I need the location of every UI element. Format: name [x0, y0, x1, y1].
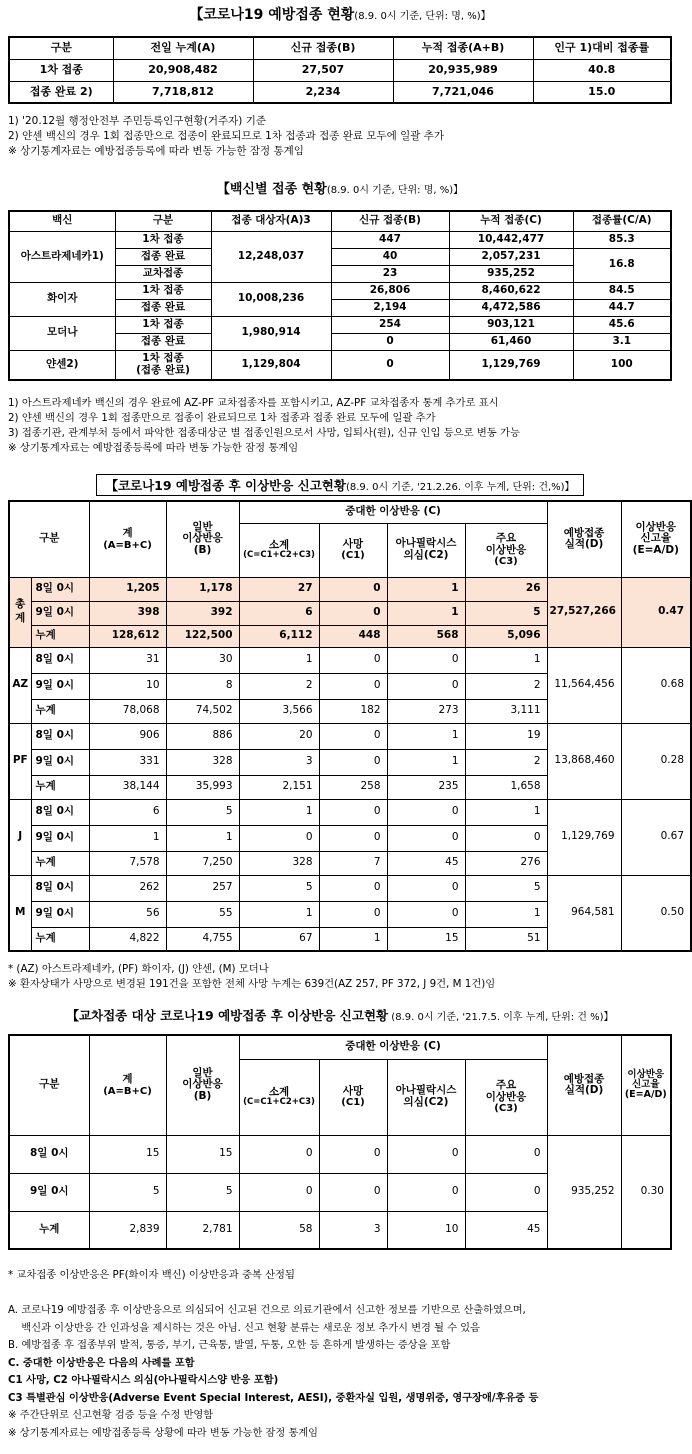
- cell: 235: [387, 775, 465, 799]
- report-rate: 0.28: [621, 723, 691, 799]
- group-label: M: [9, 875, 31, 951]
- row-label: 8일 0시: [9, 1135, 89, 1173]
- header-cell: 계 (A=B+C): [89, 1035, 166, 1135]
- cell: 1,658: [465, 775, 547, 799]
- cell: 45.6: [573, 316, 671, 333]
- cell: 1,129,804: [211, 350, 331, 380]
- row-label: 접종 완료 2): [9, 81, 113, 103]
- header-cell: 이상반응 신고율 (E=A/D): [621, 501, 691, 577]
- cell: 1: [319, 927, 387, 951]
- cell: 0: [239, 825, 319, 851]
- table4-notes: [8, 1268, 295, 1283]
- cell: 3: [319, 1211, 387, 1249]
- cell: 0: [387, 1135, 465, 1173]
- cell: 8: [166, 673, 239, 699]
- cell: 45: [465, 1211, 547, 1249]
- cell: 44.7: [573, 299, 671, 316]
- cell: 447: [331, 231, 449, 248]
- cell: 906: [89, 723, 166, 749]
- table-row: [9, 875, 691, 901]
- cell: 0: [319, 749, 387, 775]
- header-cell: 아나필락시스 의심(C2): [387, 523, 465, 577]
- cell: 3,111: [465, 699, 547, 723]
- cell: 0: [465, 1173, 547, 1211]
- header-cell: 구분: [9, 37, 113, 59]
- cell: 182: [319, 699, 387, 723]
- cell: 30: [166, 647, 239, 673]
- header-cell: 신규 접종(B): [331, 211, 449, 231]
- header-cell: 예방접종 실적(D): [547, 501, 621, 577]
- cell: 2,839: [89, 1211, 166, 1249]
- report-rate: 0.47: [621, 577, 691, 647]
- cell: 8,460,622: [449, 282, 573, 299]
- vaccination-count: 13,868,460: [547, 723, 621, 799]
- cell: 0: [239, 1135, 319, 1173]
- cell: 5,096: [465, 625, 547, 647]
- cell: 19: [465, 723, 547, 749]
- group-label: J: [9, 799, 31, 875]
- cell: 935,252: [547, 1135, 621, 1249]
- report-rate: 0.67: [621, 799, 691, 875]
- table1-notes: [8, 114, 444, 159]
- cell: 2: [465, 673, 547, 699]
- note: 2) 얀센 백신의 경우 1회 접종만으로 접종이 완료되므로 1차 접종과 접종 완료 모두에 일괄 추가: [8, 130, 445, 142]
- cell: 12,248,037: [211, 231, 331, 282]
- cell: 448: [319, 625, 387, 647]
- row-label: 누계: [31, 927, 89, 951]
- cell: 2,057,231: [449, 248, 573, 265]
- vaccination-count: 964,581: [547, 875, 621, 951]
- note: 3) 접종기관, 관계부처 등에서 파악한 접종대상군 별 접종인원으로서 사망, 입퇴사(원), 신규 인입 등으로 변동 가능: [8, 427, 520, 439]
- header-cell: 중대한 이상반응 (C): [239, 1035, 547, 1059]
- cell: 3,566: [239, 699, 319, 723]
- row-label: 9일 0시: [31, 901, 89, 927]
- table3-body: [9, 577, 691, 951]
- table-row: [9, 59, 671, 81]
- footnote: C3 특별관심 이상반응(Adverse Event Special Interest, AESI), 중환자실 입원, 생명위중, 영구장애/후유증 등: [8, 1392, 539, 1404]
- section-vaccine-status: [0, 178, 680, 454]
- note: ※ 환자상태가 사망으로 변경된 191건을 포함한 전체 사망 누계는 639건(AZ 257, PF 372, J 9건, M 1건)임: [8, 978, 496, 990]
- section-adverse-events: [0, 474, 685, 990]
- table3: [8, 500, 692, 952]
- table-row: [9, 282, 671, 299]
- cell: 7: [319, 851, 387, 875]
- cell: 262: [89, 875, 166, 901]
- header-cell: 계 (A=B+C): [89, 501, 166, 577]
- header-cell: 주요 이상반응 (C3): [465, 523, 547, 577]
- cell: 0.30: [621, 1135, 671, 1249]
- table1-title: 【코로나19 예방접종 현황(8.9. 0시 기준, 단위: 명, %)】: [189, 7, 491, 23]
- row-label: 9일 0시: [31, 749, 89, 775]
- row-label: 접종 완료: [115, 248, 211, 265]
- cell: 10,442,477: [449, 231, 573, 248]
- row-label: 8일 0시: [31, 577, 89, 601]
- row-label: 1차 접종: [9, 59, 113, 81]
- header-cell: 누적 접종(A+B): [393, 37, 533, 59]
- table-row: [9, 647, 691, 673]
- note: 1) '20.12월 행정안전부 주민등록인구현황(거주자) 기준: [8, 115, 266, 127]
- cell: 0: [319, 723, 387, 749]
- header-cell: 일반 이상반응 (B): [166, 1035, 239, 1135]
- cell: 26: [465, 577, 547, 601]
- cell: 38,144: [89, 775, 166, 799]
- cell: 15.0: [533, 81, 671, 103]
- header-cell: 접종 대상자(A)3: [211, 211, 331, 231]
- cell: 1,205: [89, 577, 166, 601]
- footnote: ※ 상기통계자료는 예방접종등록 상황에 따라 변동 가능한 잠정 통계임: [8, 1427, 318, 1439]
- vaccine-name: 아스트라제네카1): [9, 231, 115, 282]
- table1-header: [9, 37, 671, 59]
- header-cell: 사망 (C1): [319, 523, 387, 577]
- cell: 10,008,236: [211, 282, 331, 316]
- header-cell: 중대한 이상반응 (C): [239, 501, 547, 523]
- header-cell: 소계 (C=C1+C2+C3): [239, 523, 319, 577]
- row-label: 9일 0시: [31, 601, 89, 625]
- cell: 4,472,586: [449, 299, 573, 316]
- header-cell: 전일 누계(A): [113, 37, 253, 59]
- footnote: 백신과 이상반응 간 인과성을 제시하는 것은 아님. 신고 현황 분류는 새로운 정보 추가시 변경 될 수 있음: [8, 1322, 480, 1334]
- cell: 1: [465, 647, 547, 673]
- cell: 0: [465, 825, 547, 851]
- cell: 5: [89, 1173, 166, 1211]
- cell: 331: [89, 749, 166, 775]
- table-row: [9, 1135, 671, 1173]
- cell: 935,252: [449, 265, 573, 282]
- cell: 568: [387, 625, 465, 647]
- table3-notes: [8, 962, 495, 992]
- note: 1) 아스트라제네카 백신의 경우 완료에 AZ-PF 교차접종자를 포함시키고, AZ-PF 교차접종자 통계 추가로 표시: [8, 397, 499, 409]
- group-label: 총계: [9, 577, 31, 647]
- vaccine-name: 화이자: [9, 282, 115, 316]
- cell: 0: [319, 875, 387, 901]
- cell: 15: [89, 1135, 166, 1173]
- cell: 1: [239, 647, 319, 673]
- cell: 3.1: [573, 333, 671, 350]
- header-cell: 누적 접종(C): [449, 211, 573, 231]
- header-cell: 구분: [9, 501, 89, 577]
- cell: 5: [465, 601, 547, 625]
- group-label: PF: [9, 723, 31, 799]
- table2-title: 【백신별 접종 현황(8.9. 0시 기준, 단위: 명, %)】: [216, 182, 464, 197]
- note: 2) 얀센 백신의 경우 1회 접종만으로 접종이 완료되므로 1차 접종과 접종 완료 모두에 일괄 추가: [8, 412, 436, 424]
- table3-title: 【코로나19 예방접종 후 이상반응 신고현황(8.9. 0시 기준, '21.2.26. 이후 누계, 단위: 건,%)】: [0, 474, 680, 496]
- table-row: [9, 81, 671, 103]
- row-label: 1차 접종: [115, 316, 211, 333]
- cell: 3: [239, 749, 319, 775]
- table4-title: 【교차접종 대상 코로나19 예방접종 후 이상반응 신고현황 (8.9. 0시 기준, '21.7.5. 이후 누계, 단위: 건 %)】: [66, 1008, 614, 1023]
- cell: 84.5: [573, 282, 671, 299]
- row-label: 누계: [31, 625, 89, 647]
- cell: 20,908,482: [113, 59, 253, 81]
- header-cell: 소계 (C=C1+C2+C3): [239, 1059, 319, 1135]
- header-cell: 인구 1)대비 접종률: [533, 37, 671, 59]
- cell: 10: [89, 673, 166, 699]
- cell: 20: [239, 723, 319, 749]
- cell: 398: [89, 601, 166, 625]
- cell: 392: [166, 601, 239, 625]
- cell: 58: [239, 1211, 319, 1249]
- footnotes: [8, 1302, 538, 1442]
- section-vaccination-status: [0, 4, 680, 157]
- cell: 0: [331, 350, 449, 380]
- cell: 0: [319, 601, 387, 625]
- cell: 1: [387, 601, 465, 625]
- cell: 1: [239, 799, 319, 825]
- header-cell: 주요 이상반응 (C3): [465, 1059, 547, 1135]
- cell: 258: [319, 775, 387, 799]
- cell: 7,578: [89, 851, 166, 875]
- table4: [8, 1034, 672, 1250]
- table1: [8, 36, 672, 104]
- row-label: 1차 접종: [115, 282, 211, 299]
- cell: 0: [319, 901, 387, 927]
- cell: 5: [166, 799, 239, 825]
- cell: 0: [319, 673, 387, 699]
- vaccine-name: 얀센2): [9, 350, 115, 380]
- cell: 2,781: [166, 1211, 239, 1249]
- cell: 2,194: [331, 299, 449, 316]
- cell: 5: [465, 875, 547, 901]
- cell: 4,755: [166, 927, 239, 951]
- cell: 122,500: [166, 625, 239, 647]
- cell: 7,718,812: [113, 81, 253, 103]
- cell: 40.8: [533, 59, 671, 81]
- footnote: A. 코로나19 예방접종 후 이상반응으로 의심되어 신고된 건으로 의료기관에서 신고한 정보를 기반으로 산출하였으며,: [8, 1305, 526, 1316]
- cell: 0: [319, 1135, 387, 1173]
- cell: 78,068: [89, 699, 166, 723]
- cell: 23: [331, 265, 449, 282]
- cell: 10: [387, 1211, 465, 1249]
- footnote: ※ 주간단위로 신고현황 검증 등을 수정 반영함: [8, 1410, 214, 1421]
- cell: 51: [465, 927, 547, 951]
- cell: 100: [573, 350, 671, 380]
- row-label: 9일 0시: [31, 825, 89, 851]
- table2: [8, 210, 672, 381]
- footnote: C1 사망, C2 아나필락시스 의심(아나필락시스양 반응 포함): [8, 1375, 279, 1386]
- row-label: 1차 접종 (접종 완료): [115, 350, 211, 380]
- group-label: AZ: [9, 647, 31, 723]
- section-cross-vaccination: [0, 1006, 680, 1281]
- cell: 0: [387, 673, 465, 699]
- cell: 1,980,914: [211, 316, 331, 350]
- row-label: 8일 0시: [31, 875, 89, 901]
- row-label: 8일 0시: [31, 723, 89, 749]
- cell: 27,507: [253, 59, 393, 81]
- row-label: 8일 0시: [31, 799, 89, 825]
- cell: 0: [387, 825, 465, 851]
- row-label: 9일 0시: [9, 1173, 89, 1211]
- cell: 2: [239, 673, 319, 699]
- cell: 0: [319, 647, 387, 673]
- cell: 0: [239, 1173, 319, 1211]
- cell: 903,121: [449, 316, 573, 333]
- cell: 7,250: [166, 851, 239, 875]
- table2-header: [9, 211, 671, 231]
- cell: 2,234: [253, 81, 393, 103]
- cell: 328: [166, 749, 239, 775]
- cell: 56: [89, 901, 166, 927]
- cell: 6,112: [239, 625, 319, 647]
- cell: 4,822: [89, 927, 166, 951]
- header-cell: 일반 이상반응 (B): [166, 501, 239, 577]
- vaccination-count: 11,564,456: [547, 647, 621, 723]
- report-rate: 0.50: [621, 875, 691, 951]
- row-label: 교차접종: [115, 265, 211, 282]
- row-label: 9일 0시: [31, 673, 89, 699]
- row-label: 누계: [31, 851, 89, 875]
- vaccine-name: 모더나: [9, 316, 115, 350]
- cell: 0: [319, 799, 387, 825]
- note: ※ 상기통계자료는 예방접종등록에 따라 변동 가능한 잠정 통계임: [8, 145, 304, 157]
- cell: 0: [387, 901, 465, 927]
- row-label: 접종 완료: [115, 299, 211, 316]
- cell: 0: [319, 577, 387, 601]
- cell: 276: [465, 851, 547, 875]
- cell: 31: [89, 647, 166, 673]
- cell: 67: [239, 927, 319, 951]
- cell: 55: [166, 901, 239, 927]
- cell: 26,806: [331, 282, 449, 299]
- row-label: 누계: [9, 1211, 89, 1249]
- row-label: 누계: [31, 775, 89, 799]
- cell: 0: [319, 825, 387, 851]
- header-cell: 이상반응 신고율 (E=A/D): [621, 1035, 671, 1135]
- cell: 27: [239, 577, 319, 601]
- cell: 61,460: [449, 333, 573, 350]
- cell: 886: [166, 723, 239, 749]
- footnote: C. 중대한 이상반응은 다음의 사례를 포함: [8, 1357, 195, 1369]
- header-cell: 아나필락시스 의심(C2): [387, 1059, 465, 1135]
- row-label: 1차 접종: [115, 231, 211, 248]
- cell: 1: [387, 723, 465, 749]
- table4-header: [9, 1035, 671, 1059]
- cell: 273: [387, 699, 465, 723]
- row-label: 8일 0시: [31, 647, 89, 673]
- header-cell: 백신: [9, 211, 115, 231]
- cell: 257: [166, 875, 239, 901]
- cell: 35,993: [166, 775, 239, 799]
- header-cell: 예방접종 실적(D): [547, 1035, 621, 1135]
- cell: 1: [89, 825, 166, 851]
- header-cell: 접종률(C/A): [573, 211, 671, 231]
- cell: 0: [387, 799, 465, 825]
- footnote: B. 예방접종 후 접종부위 발적, 통증, 부기, 근육통, 발열, 두통, 오한 등 흔하게 발생하는 증상을 포함: [8, 1340, 451, 1351]
- header-cell: 구분: [115, 211, 211, 231]
- cell: 2: [465, 749, 547, 775]
- cell: 1: [465, 901, 547, 927]
- header-cell: 신규 접종(B): [253, 37, 393, 59]
- table-row: [9, 316, 671, 333]
- cell: 1: [239, 901, 319, 927]
- cell: 1: [166, 825, 239, 851]
- cell: 6: [239, 601, 319, 625]
- cell: 74,502: [166, 699, 239, 723]
- table2-notes: [8, 396, 520, 456]
- row-label: 누계: [31, 699, 89, 723]
- cell: 1: [387, 749, 465, 775]
- vaccination-count: 1,129,769: [547, 799, 621, 875]
- cell: 328: [239, 851, 319, 875]
- table-row: [9, 723, 691, 749]
- cell: 1: [387, 577, 465, 601]
- table-row: [9, 350, 671, 380]
- cell: 40: [331, 248, 449, 265]
- table-row: [9, 577, 691, 601]
- cell: 85.3: [573, 231, 671, 248]
- cell: 5: [166, 1173, 239, 1211]
- note: ※ 상기통계자료는 예방접종등록에 따라 변동 가능한 잠정 통계임: [8, 442, 299, 454]
- cell: 5: [239, 875, 319, 901]
- note: * 교차접종 이상반응은 PF(화이자 백신) 이상반응과 중복 산정됨: [8, 1269, 295, 1281]
- cell: 0: [387, 1173, 465, 1211]
- table-row: [9, 799, 691, 825]
- cell: 0: [465, 1135, 547, 1173]
- header-cell: 사망 (C1): [319, 1059, 387, 1135]
- cell: 0: [319, 1173, 387, 1211]
- header-cell: 구분: [9, 1035, 89, 1135]
- table-row: [9, 231, 671, 248]
- cell: 16.8: [573, 248, 671, 282]
- cell: 20,935,989: [393, 59, 533, 81]
- cell: 15: [387, 927, 465, 951]
- cell: 0: [387, 647, 465, 673]
- cell: 7,721,046: [393, 81, 533, 103]
- cell: 2,151: [239, 775, 319, 799]
- cell: 254: [331, 316, 449, 333]
- cell: 1,129,769: [449, 350, 573, 380]
- cell: 0: [331, 333, 449, 350]
- table3-header: [9, 501, 691, 523]
- vaccination-count: 27,527,266: [547, 577, 621, 647]
- cell: 1,178: [166, 577, 239, 601]
- report-rate: 0.68: [621, 647, 691, 723]
- cell: 1: [465, 799, 547, 825]
- note: * (AZ) 아스트라제네카, (PF) 화이자, (J) 얀센, (M) 모더나: [8, 963, 269, 975]
- cell: 128,612: [89, 625, 166, 647]
- cell: 45: [387, 851, 465, 875]
- row-label: 접종 완료: [115, 333, 211, 350]
- cell: 0: [387, 875, 465, 901]
- cell: 15: [166, 1135, 239, 1173]
- cell: 6: [89, 799, 166, 825]
